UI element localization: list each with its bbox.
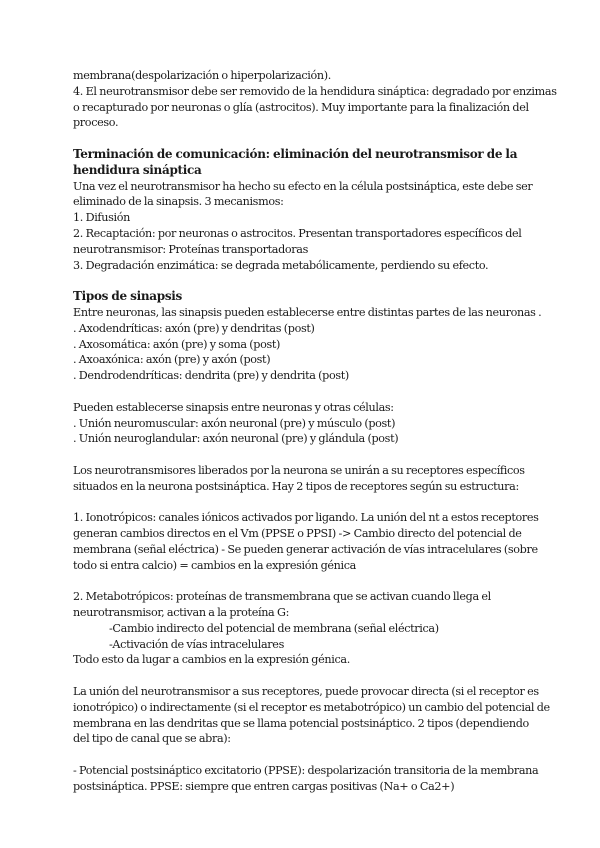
receptor-metabotropic: 2. Metabotrópicos: proteínas de transmembrana que se activan cuando llega el — [73, 590, 491, 604]
paragraph-line: La unión del neurotransmisor a sus receptores, puede provocar directa (si el receptor es — [73, 685, 539, 699]
receptor-ionotropic: 1. Ionotrópicos: canales iónicos activados por ligando. La unión del nt a estos receptores — [73, 511, 539, 525]
paragraph-line: Todo esto da lugar a cambios en la expresión génica. — [73, 653, 350, 667]
receptor-ionotropic-cont: generan cambios directos en el Vm (PPSE o PPSI) -> Cambio directo del potencial de — [73, 527, 522, 541]
paragraph-line: Los neurotransmisores liberados por la neurona se unirán a su receptores específicos — [73, 463, 525, 477]
receptor-ionotropic-cont: membrana (señal eléctrica) - Se pueden generar activación de vías intracelulares (sobre — [73, 542, 538, 556]
spacer — [73, 447, 523, 463]
spacer — [73, 131, 523, 147]
synapse-type-item: . Axodendríticas: axón (pre) y dendritas (post) — [73, 321, 315, 335]
spacer — [73, 574, 523, 590]
removal-item-4-cont: o recapturado por neuronas o glía (astrocitos). Muy importante para la finalización del — [73, 100, 529, 114]
paragraph-line: eliminado de la sinapsis. 3 mecanismos: — [73, 195, 284, 209]
synapse-type-item: . Dendrodendríticas: dendrita (pre) y dendrita (post) — [73, 369, 349, 383]
intro-line: membrana(despolarización o hiperpolarización). — [73, 69, 332, 82]
paragraph-line: ionotrópico) o indirectamente (si el receptor es metabotrópico) un cambio del potencial de — [73, 700, 550, 714]
junction-item: . Unión neuromuscular: axón neuronal (pre) y músculo (post) — [73, 416, 396, 430]
paragraph-line: Entre neuronas, las sinapsis pueden establecerse entre distintas partes de las neuronas . — [73, 305, 542, 319]
paragraph-line: Pueden establecerse sinapsis entre neuronas y otras células: — [73, 400, 394, 414]
mechanism-item-2-cont: neurotransmisor: Proteínas transportadoras — [73, 242, 309, 256]
paragraph-line: del tipo de canal que se abra): — [73, 732, 231, 746]
spacer — [73, 384, 523, 400]
synapse-type-item: . Axoaxónica: axón (pre) y axón (post) — [73, 353, 271, 367]
metabotropic-subitem: -Cambio indirecto del potencial de membrana (señal eléctrica) — [109, 621, 439, 635]
removal-item-4: 4. El neurotransmisor debe ser removido de la hendidura sináptica: degradado por enzimas — [73, 84, 557, 98]
document-page — [73, 68, 557, 795]
mechanism-item-2: 2. Recaptación: por neuronas o astrocitos. Presentan transportadores específicos del — [73, 226, 522, 240]
metabotropic-subitem: -Activación de vías intracelulares — [109, 637, 284, 651]
spacer — [73, 668, 523, 684]
mechanism-item-3: 3. Degradación enzimática: se degrada metabólicamente, perdiendo su efecto. — [73, 258, 489, 272]
paragraph-line: Una vez el neurotransmisor ha hecho su efecto en la célula postsináptica, este debe ser — [73, 179, 533, 193]
removal-item-4-cont: proceso. — [73, 116, 119, 130]
paragraph-line: situados en la neurona postsináptica. Hay 2 tipos de receptores según su estructura: — [73, 479, 519, 493]
ppse-item-cont: postsináptica. PPSE: siempre que entren cargas positivas (Na+ o Ca2+) — [73, 779, 455, 793]
section-heading-termination: Terminación de comunicación: eliminación del neurotransmisor de la — [73, 146, 518, 161]
ppse-item: - Potencial postsináptico excitatorio (PPSE): despolarización transitoria de la membrana — [73, 764, 539, 778]
mechanism-item-1: 1. Difusión — [73, 211, 130, 225]
synapse-type-item: . Axosomática: axón (pre) y soma (post) — [73, 337, 281, 351]
junction-item: . Unión neuroglandular: axón neuronal (pre) y glándula (post) — [73, 432, 399, 446]
spacer — [73, 495, 523, 511]
section-heading-synapse-types: Tipos de sinapsis — [73, 289, 182, 304]
spacer — [73, 273, 523, 289]
section-heading-termination-cont: hendidura sináptica — [73, 162, 202, 177]
receptor-metabotropic-cont: neurotransmisor, activan a la proteína G: — [73, 606, 289, 620]
paragraph-line: membrana en las dendritas que se llama potencial postsináptico. 2 tipos (dependiendo — [73, 716, 529, 730]
receptor-ionotropic-cont: todo si entra calcio) = cambios en la expresión génica — [73, 558, 356, 572]
spacer — [73, 747, 523, 763]
